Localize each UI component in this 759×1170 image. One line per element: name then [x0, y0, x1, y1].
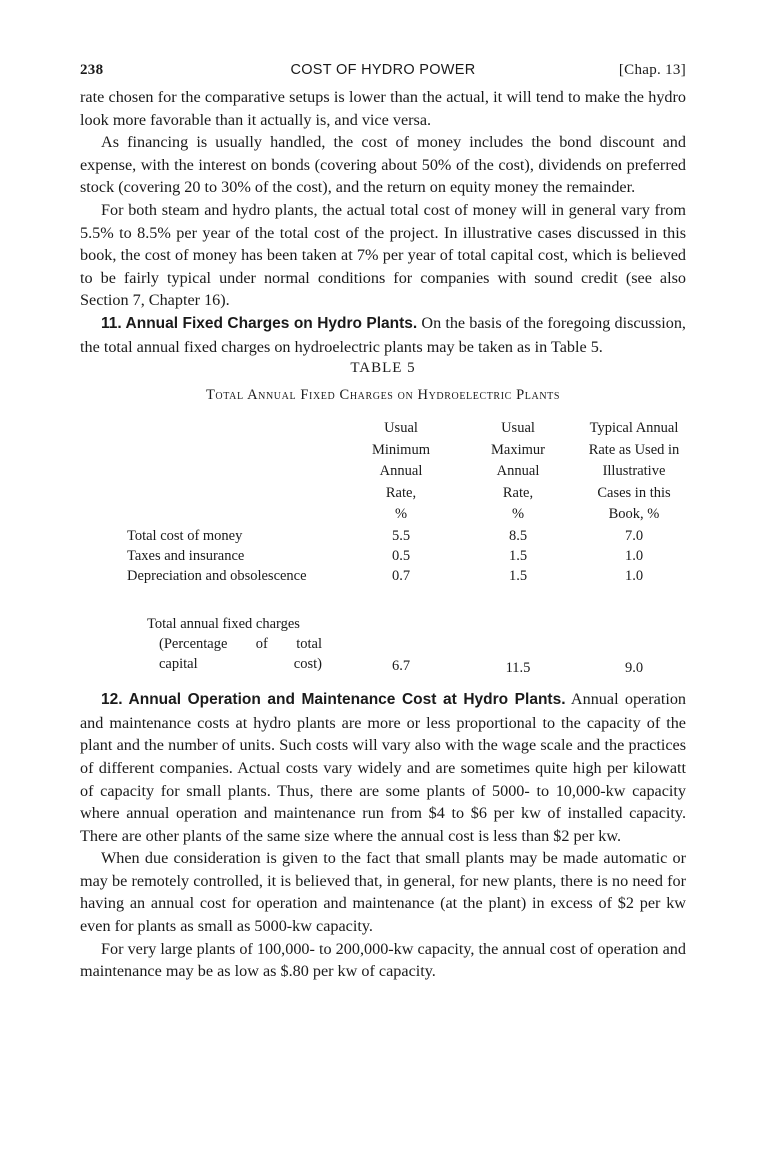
paragraph-cost-of-money: For both steam and hydro plants, the actual total cost of money will in general vary from 5.5% to 8.5% per year of the total cost of the project. In illustrative cases discussed in this book, the cost of money has been taken at 7% per year of total capital cost, which is believed to be fairly typical under normal conditions for companies with sound credit (see also Section 7, Chapter 16). [80, 200, 686, 310]
section-12-body: Annual operation and maintenance costs at hydro plants are more or less proportional to the capacity of the plant and the number of units. Such costs will vary also with the wage scale and the practices of different companies. Actual costs vary widely and are sometimes quite high per kilowatt of capacity for small plants. Thus, there are some plants of 5000- to 10,000-kw capacity where annual operation and maintenance run from $4 to $6 per kw of installed capacity. There are other plants of the same size where the annual cost is less than $2 per kw. [80, 690, 687, 845]
running-head [80, 62, 686, 86]
paragraph-automatic-plants: When due consideration is given to the fact that small plants may be made automatic or may be remotely controlled, it is believed that, in general, for new plants, there is no need for having an annual cost for operation and maintenance (at the plant) in excess of $2 per kw even for plants as small as 5000-kw capacity. [80, 849, 686, 936]
table-cell: 0.5 [391, 548, 411, 565]
paragraph-continued: rate chosen for the comparative setups is lower than the actual, it will tend to make the hydro look more favorable than it actually is, and vice versa. [80, 88, 686, 129]
section-12-title: 12. Annual Operation and Maintenance Cost at Hydro Plants. [101, 691, 566, 709]
row-label-cost-of-money: Total cost of money [127, 528, 243, 545]
table-cell: 1.5 [508, 548, 528, 565]
table-label: TABLE 5 [350, 360, 416, 377]
section-12 [80, 688, 686, 847]
table-cell: 0.7 [391, 568, 411, 585]
table-caption: Total Annual Fixed Charges on Hydroelectric Plants [205, 387, 561, 404]
row-label-taxes: Taxes and insurance [127, 548, 245, 565]
table-cell: 1.0 [624, 568, 644, 585]
column-header-typical: Typical Annual Rate as Used in Illustrative Cases in this Book, % [588, 420, 680, 523]
table-cell: 7.0 [624, 528, 644, 545]
table-cell: 1.0 [624, 548, 644, 565]
paragraph-large-plants: For very large plants of 100,000- to 200,000-kw capacity, the annual cost of operation and maintenance may be as low as $.80 per kw of capacity. [80, 939, 686, 981]
book-page [80, 62, 686, 983]
total-cell: 6.7 [391, 658, 411, 675]
total-cell: 11.5 [505, 660, 531, 677]
total-cell: 9.0 [624, 660, 644, 677]
column-header-minimum: Usual Minimum Annual Rate, % [371, 420, 430, 523]
table-cell: 5.5 [391, 528, 411, 545]
chapter-label: [Chap. 13] [618, 62, 686, 78]
section-11-title: 11. Annual Fixed Charges on Hydro Plants. [101, 314, 418, 332]
table-cell: 8.5 [508, 528, 528, 545]
paragraph-financing: As financing is usually handled, the cost of money includes the bond discount and expense, with the interest on bonds (covering about 50% of the cost), dividends on preferred stock (covering 20 to 30% of the cost), and the return on equity money the remainder. [80, 133, 686, 197]
fixed-charges-table [80, 418, 686, 688]
total-row-label: Total annual fixed charges (Percentage of total capital cost) [147, 616, 322, 673]
running-title: COST OF HYDRO POWER [290, 62, 476, 78]
section-11-body: On the basis of the foregoing discussion, the total annual fixed charges on hydroelectric plants may be taken as in Table 5. [80, 313, 686, 356]
table-cell: 1.5 [508, 568, 528, 585]
section-11 [80, 312, 686, 358]
column-header-maximum: Usual Maximur Annual Rate, % [491, 420, 545, 523]
row-label-depreciation: Depreciation and obsolescence [127, 568, 307, 585]
page-number: 238 [80, 62, 104, 78]
